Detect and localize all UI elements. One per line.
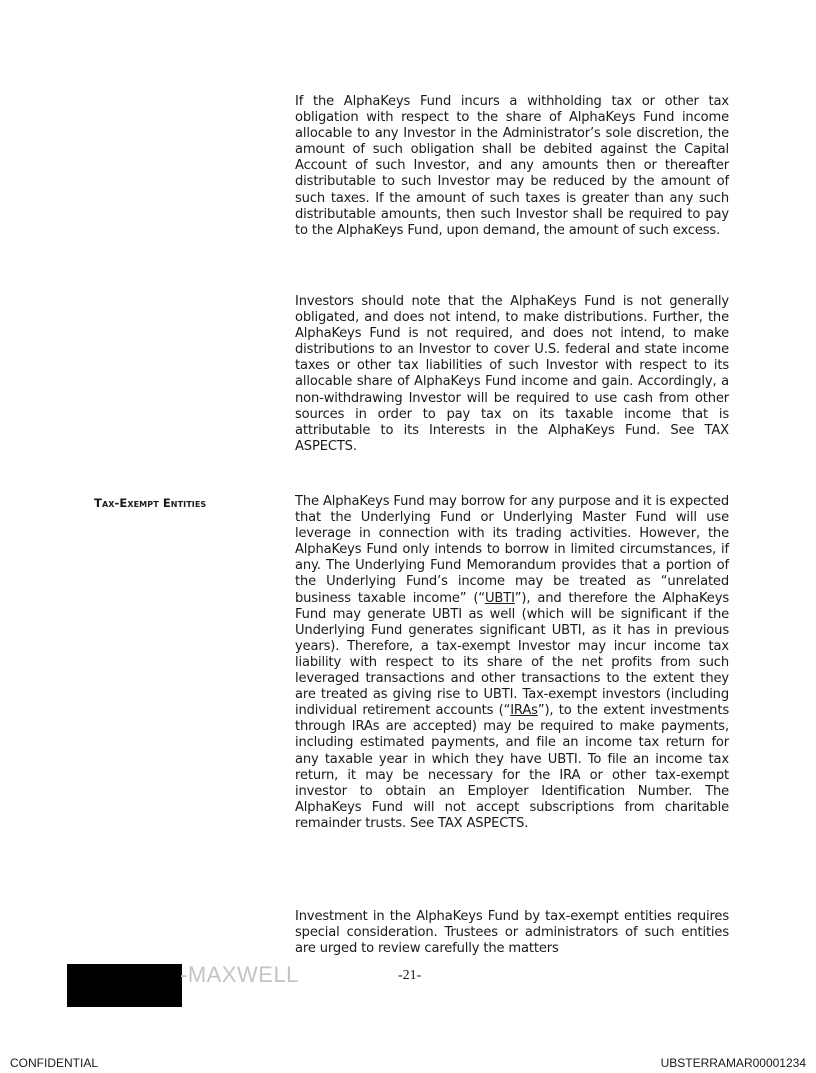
paragraph-investment-consideration: Investment in the AlphaKeys Fund by tax-exempt entities requires special consideration. Trustees or administrators of such entities are urged to review carefully the matters [295,909,729,957]
paragraph-text-segment: ”), to the extent investments through IRAs are accepted) may be required to make payments, including estimated payments, and file an income tax return for any taxable year in which they have UBTI. To file an income tax return, it may be necessary for the IRA or other tax-exempt investor to obtain an Employer Identification Number. The AlphaKeys Fund will not accept subscriptions from charitable remainder trusts. See TAX ASPECTS. [295,703,729,831]
redaction-box [67,964,182,1007]
redacted-name-label: -MAXWELL [180,962,299,987]
paragraph-text-segment: ”), and therefore the AlphaKeys Fund may generate UBTI as well (which will be significant if the Underlying Fund generates significant UBTI, as it has in previous years). Therefore, a tax-exempt Investor may incur income tax liability with respect to its share of the net profits from such leveraged transactions and other transactions to the extent they are treated as giving rise to UBTI. Tax-exempt investors (including individual retirement accounts (“ [295,590,729,719]
paragraph-withholding-tax: If the AlphaKeys Fund incurs a withholding tax or other tax obligation with respect to the share of AlphaKeys Fund income allocable to any Investor in the Administrator’s sole discretion, the amount of such obligation shall be debited against the Capital Account of such Investor, and any amounts then or thereafter distributable to such Investor may be reduced by the amount of such taxes. If the amount of such taxes is greater than any such distributable amounts, then such Investor shall be required to pay to the AlphaKeys Fund, upon demand, the amount of such excess. [295,94,729,238]
section-heading-tax-exempt-entities: Tax-Exempt Entities [94,496,207,510]
page-number: -21- [398,968,422,983]
paragraph-tax-exempt-entities [295,494,729,832]
defined-term-iras: IRAs [510,703,538,719]
paragraph-text-segment: The AlphaKeys Fund may borrow for any purpose and it is expected that the Underlying Fund or Underlying Master Fund will use leverage in connection with its trading activities. However, the AlphaKeys Fund only intends to borrow in limited circumstances, if any. The Underlying Fund Memorandum provides that a portion of the Underlying Fund’s income may be treated as “unrelated business taxable income” (“ [295,494,729,606]
footer-bates-number: UBSTERRAMAR00001234 [660,1056,806,1070]
footer-confidential: CONFIDENTIAL [10,1056,99,1070]
paragraph-distributions: Investors should note that the AlphaKeys Fund is not generally obligated, and does not intend, to make distributions. Further, the AlphaKeys Fund is not required, and does not intend, to make distributions to an Investor to cover U.S. federal and state income taxes or other tax liabilities of such Investor with respect to its allocable share of AlphaKeys Fund income and gain. Accordingly, a non-withdrawing Investor will be required to use cash from other sources in order to pay tax on its taxable income that is attributable to its Interests in the AlphaKeys Fund. See TAX ASPECTS. [295,294,729,454]
defined-term-ubti: UBTI [484,590,515,606]
